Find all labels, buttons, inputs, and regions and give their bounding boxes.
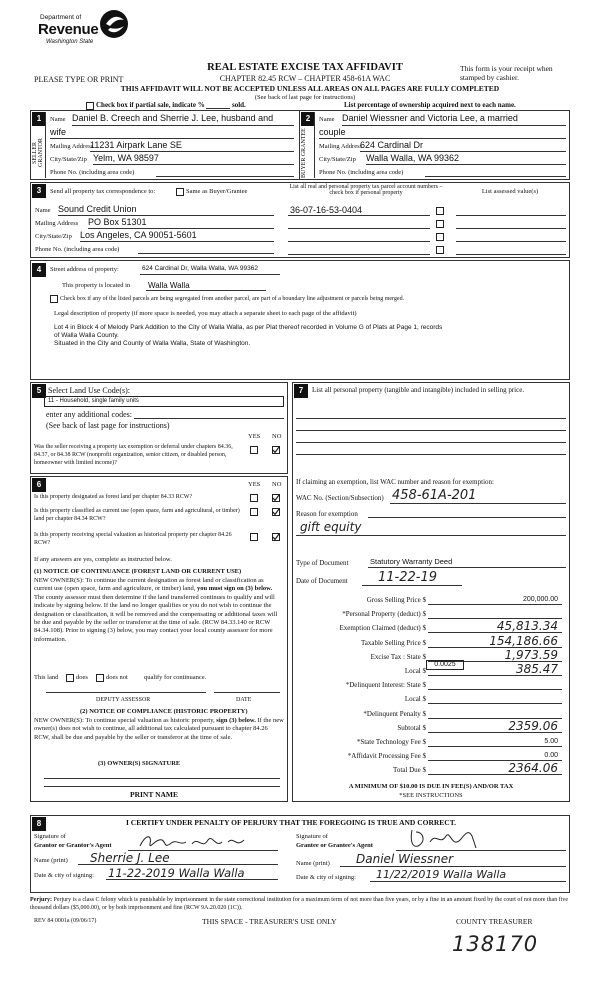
sold-label: sold.	[232, 101, 246, 109]
street-address-line	[140, 274, 280, 275]
section-6-badge: 6	[32, 478, 46, 492]
partial-sale-percent-line[interactable]	[206, 108, 230, 109]
please-type: PLEASE TYPE OR PRINT	[34, 75, 124, 84]
section-4-frame	[30, 260, 570, 380]
tax-row-label: Total Due $	[393, 766, 426, 775]
wac-number[interactable]: 458-61A-201	[392, 488, 477, 503]
legal-description-2[interactable]: of Walla Walla County.	[54, 332, 119, 339]
historic-yes-checkbox[interactable]	[250, 533, 258, 541]
assessed-line-1[interactable]	[456, 215, 566, 216]
seller-city[interactable]: Yelm, WA 98597	[93, 153, 159, 163]
wac-label: WAC No. (Section/Subsection)	[296, 494, 384, 502]
parcel-line-3	[288, 241, 430, 242]
current-use-yes-checkbox[interactable]	[250, 508, 258, 516]
partial-sale-checkbox[interactable]	[86, 102, 94, 110]
check-icon	[272, 446, 280, 454]
tax-row-label: Exemption Claimed (deduct) $	[339, 624, 426, 633]
tax-row-label: *Delinquent Penalty $	[363, 709, 426, 718]
land-does-label: does	[76, 674, 88, 681]
s3-phone-line[interactable]	[138, 253, 274, 254]
deputy-assessor-line[interactable]	[46, 692, 206, 693]
tax-row-line	[428, 746, 562, 747]
partial-sale-label: Check box if partial sale, indicate %	[96, 101, 205, 109]
owner-signature-line[interactable]	[44, 778, 280, 779]
buyer-city-line	[366, 164, 566, 165]
tax-row-line	[428, 689, 562, 690]
perjury-text: Perjury is a class C felony which is punishable by imprisonment in the state correctional institution for a maximum term of not more than five years, or by a fine in an amount fixed by the court of not more than five thousand dollars ($5,000.00), or by both imprisonment and fine (RCW 9A.20.020 (1C)).	[30, 897, 569, 911]
tax-row-label: *Delinquent Interest: State $	[345, 681, 426, 690]
buyer-city[interactable]: Walla Walla, WA 99362	[366, 153, 460, 163]
form-title: REAL ESTATE EXCISE TAX AFFIDAVIT	[207, 62, 403, 73]
notice-continuance-a: NEW OWNER(S): To continue the current designation as forest land or classification as current use (open space, farm and agriculture, or timber) land,	[34, 577, 264, 593]
print-name-label: PRINT NAME	[130, 790, 178, 799]
buyer-name-2[interactable]: couple	[319, 127, 346, 137]
s3-name-line	[58, 215, 274, 216]
parcel-header: List all real and personal property tax parcel account numbers – check box if personal property	[289, 184, 443, 196]
form-see-back: (See back of last page for instructions)	[254, 94, 356, 101]
grantor-signature-icon[interactable]	[136, 832, 266, 852]
minimum-due-note: A MINIMUM OF $10.00 IS DUE IN FEE(S) AND/OR TAX	[348, 783, 514, 790]
parcel-number[interactable]: 36-07-16-53-0404	[290, 205, 363, 215]
tax-row-value[interactable]: 154,186.66	[489, 633, 558, 648]
tax-row-line	[428, 675, 562, 676]
dor-logo	[34, 6, 134, 50]
tax-row-label: *Personal Property (deduct) $	[342, 610, 426, 619]
local-rate-box[interactable]	[426, 660, 464, 670]
grantee-name[interactable]: Daniel Wiessner	[356, 852, 454, 866]
forest-no-checkbox[interactable]	[272, 494, 280, 502]
grantee-signature-icon[interactable]	[406, 826, 496, 852]
section-7-badge: 7	[294, 384, 308, 398]
tax-row-line	[428, 774, 562, 775]
document-date-line	[362, 585, 462, 586]
buyer-side-divider	[314, 112, 315, 178]
personal-property-line-3[interactable]	[296, 442, 566, 443]
personal-property-checkbox-2[interactable]	[436, 220, 444, 228]
grantor-name[interactable]: Sherrie J. Lee	[90, 851, 170, 865]
personal-property-line-1[interactable]	[296, 418, 566, 419]
buyer-side-label: BUYER GRANTEE	[301, 128, 307, 178]
section-4-badge: 4	[32, 263, 46, 277]
notice-compliance-title: (2) NOTICE OF COMPLIANCE (HISTORIC PROPERTY)	[80, 708, 248, 715]
buyer-address[interactable]: 624 Cardinal Dr	[360, 140, 424, 150]
s3-address-line	[88, 228, 274, 229]
tax-row-value[interactable]: 2359.06	[508, 718, 558, 733]
seller-side-label: SELLER GRANTOR	[32, 138, 44, 168]
certify-statement: I CERTIFY UNDER PENALTY OF PERJURY THAT THE FOREGOING IS TRUE AND CORRECT.	[126, 818, 457, 827]
tax-row-value[interactable]: 2364.06	[508, 761, 558, 776]
tax-row-value[interactable]: 1,973.59	[504, 647, 558, 662]
personal-property-checkbox-1[interactable]	[436, 207, 444, 215]
legal-description-3[interactable]: Situated in the City and County of Walla Walla, State of Washington.	[54, 340, 251, 347]
historic-no-checkbox[interactable]	[272, 533, 280, 541]
tax-row-line	[428, 703, 562, 704]
logo-department: Department of	[40, 14, 82, 21]
additional-codes-line[interactable]	[134, 418, 284, 419]
grantee-name-label: Name (print)	[296, 860, 330, 867]
exemption-reason[interactable]: gift equity	[300, 520, 362, 534]
section-5-badge: 5	[32, 384, 46, 398]
land-use-code: 11 - Household, single family units	[48, 398, 139, 404]
treasurer-use-only: THIS SPACE - TREASURER'S USE ONLY	[202, 917, 337, 926]
segregated-label: Check box if any of the listed parcels are being segregated from another parcel, are part of a boundary line adjustment or parcels being merged.	[60, 296, 405, 302]
section-3-badge: 3	[32, 184, 46, 198]
assessed-line-4[interactable]	[456, 254, 566, 255]
stamp-number: 138170	[452, 932, 539, 956]
personal-property-line-2[interactable]	[296, 430, 566, 431]
land-does-not-label: does not	[106, 674, 128, 681]
document-type[interactable]: Statutory Warranty Deed	[370, 557, 453, 566]
document-date-label: Date of Document	[296, 577, 348, 585]
buyer-address-label: Mailing Address	[319, 143, 363, 150]
additional-codes-label: enter any additional codes:	[46, 410, 132, 419]
seller-city-label: City/State/Zip	[50, 156, 87, 163]
legal-description-1[interactable]: Lot 4 in Block 4 of Melody Park Addition to the City of Walla Walla, as per Plat thereof recorded in Volume G of Plats at Page 1, records	[54, 324, 443, 331]
land-does-not-checkbox[interactable]	[96, 674, 104, 682]
seller-city-line	[93, 164, 294, 165]
buyer-address-line	[360, 151, 566, 152]
section-8-badge: 8	[32, 817, 46, 831]
print-name-line[interactable]	[44, 786, 280, 787]
local-rate: 0.0025	[434, 661, 456, 668]
tax-row-label: Taxable Selling Price $	[360, 638, 426, 647]
buyer-city-label: City/State/Zip	[319, 156, 356, 163]
see-instructions-note: *SEE INSTRUCTIONS	[399, 792, 463, 799]
buyer-phone-label: Phone No. (including area code)	[319, 169, 404, 176]
tax-row-label: Gross Selling Price $	[366, 596, 426, 604]
reason-line-2	[296, 535, 566, 536]
grantor-sig-label-2: Grantor or Grantor's Agent	[34, 842, 112, 849]
tax-row-value[interactable]: 5.00	[544, 738, 558, 745]
street-address-label: Street address of property:	[50, 266, 119, 273]
tax-row-value[interactable]: 200,000.00	[522, 596, 558, 603]
notice-compliance-b: sign (3) below.	[216, 717, 256, 724]
buyer-name-label: Name	[319, 116, 335, 123]
land-use-select[interactable]	[44, 396, 284, 407]
document-date[interactable]: 11-22-19	[378, 570, 438, 585]
historic-question: Is this property receiving special valuation as historical property per chapter 84.26 RCW?	[34, 532, 232, 546]
logo-revenue: Revenue	[38, 21, 99, 38]
seller-name-line-2	[50, 138, 294, 139]
located-in[interactable]: Walla Walla	[148, 281, 190, 290]
s3-city-label: City/State/Zip	[35, 233, 72, 240]
form-chapter: CHAPTER 82.45 RCW – CHAPTER 458-61A WAC	[219, 74, 391, 83]
if-yes-instruction: If any answers are yes, complete as instructed below.	[34, 556, 172, 563]
notice-compliance-c: If the new owner(s) does not wish to continue, all additional tax calculated pursuant to chapter 84.26 RCW, shall be due and payable by the seller or transferor at the time of sale.	[34, 717, 284, 741]
seller-name-line	[72, 125, 294, 126]
grantee-date-label: Date & city of signing:	[296, 874, 356, 881]
s3-name-label: Name	[35, 207, 51, 214]
legal-description-label: Legal description of property (if more space is needed, you may attach a separate sheet to each page of the affidavit)	[54, 310, 357, 317]
qualify-label: qualify for continuance.	[144, 674, 207, 681]
seller-address-line	[90, 151, 294, 152]
tax-row-value[interactable]: 385.47	[516, 662, 558, 676]
street-address[interactable]: 624 Cardinal Dr, Walla Walla, WA 99362	[142, 265, 258, 272]
current-use-question: Is this property classified as current use (open space, farm and agricultural, or timber) land per chapter 84.34 RCW?	[34, 508, 240, 522]
grantee-name-line	[340, 866, 566, 867]
buyer-phone-line[interactable]	[425, 176, 566, 177]
claiming-exemption-label: If claiming an exemption, list WAC number and reason for exemption:	[296, 478, 494, 486]
grantor-sig-label-1: Signature of	[34, 833, 66, 840]
grantee-date-line	[370, 881, 566, 882]
tax-row-value[interactable]: 45,813.34	[496, 619, 558, 634]
notice-continuance-c: The county assessor must then determine if the land transferred continues to qualify and will indicate by signing below. If the land no longer qualifies or you do not wish to continue the designation or classification, it will be removed and the compensating or additional taxes will be due and payable by the seller or transferor at the time of sale. (RCW 84.33.140 or RCW 84.34.108). Prior to signing (3) below, you may contact your local county assessor for more information.	[34, 593, 278, 643]
forest-yes-checkbox[interactable]	[250, 494, 258, 502]
tax-row-label: Local $	[404, 695, 426, 704]
s3-name[interactable]: Sound Credit Union	[58, 204, 137, 214]
land-does-checkbox[interactable]	[66, 674, 74, 682]
assessor-date-line[interactable]	[214, 692, 280, 693]
s3-city[interactable]: Los Angeles, CA 90051-5601	[80, 230, 197, 240]
personal-property-checkbox-3[interactable]	[436, 233, 444, 241]
grantee-date[interactable]: 11/22/2019 Walla Walla	[376, 868, 507, 881]
owner-signature-title: (3) OWNER(S) SIGNATURE	[98, 760, 181, 767]
s6-no-header: NO	[272, 481, 282, 488]
current-use-no-checkbox[interactable]	[272, 508, 280, 516]
perjury-title: Perjury:	[30, 897, 52, 903]
s3-phone-label: Phone No. (including area code)	[35, 246, 120, 253]
document-type-label: Type of Document	[296, 559, 349, 567]
grantee-signature-line	[396, 850, 566, 851]
document-type-line	[368, 567, 566, 568]
located-in-line	[146, 290, 266, 291]
this-land-label: This land	[34, 674, 59, 681]
assessed-line-3[interactable]	[456, 241, 566, 242]
section-2-badge: 2	[301, 112, 315, 126]
grantor-date-line	[106, 879, 278, 880]
grantee-sig-label-2: Grantee or Grantee's Agent	[296, 842, 373, 849]
parcel-line-2	[288, 228, 430, 229]
tax-row-value[interactable]: 0.00	[544, 752, 558, 760]
tax-row-line	[428, 732, 562, 733]
grantor-name-line	[78, 864, 278, 865]
list-percentage-label: List percentage of ownership acquired next to each name.	[344, 101, 516, 109]
receipt-note: This form is your receipt when stamped by cashier.	[460, 64, 553, 82]
located-in-label: This property is located in	[62, 282, 131, 289]
notice-compliance-body	[34, 717, 284, 742]
notice-continuance-b: you must sign on (3) below.	[196, 585, 273, 593]
seller-name-2[interactable]: wife	[50, 127, 67, 137]
parcel-line-4	[288, 254, 430, 255]
section-1-badge: 1	[32, 112, 46, 126]
s3-city-line	[80, 241, 274, 242]
seller-address-label: Mailing Address	[50, 143, 94, 150]
seller-address[interactable]: 11231 Airpark Lane SE	[90, 140, 182, 150]
seller-name-label: Name	[50, 116, 66, 123]
logo-swoosh-icon	[98, 8, 130, 40]
tax-row-label: *State Technology Fee $	[356, 738, 426, 746]
assessed-line-2[interactable]	[456, 228, 566, 229]
parcel-line-1	[288, 215, 430, 216]
s3-address-label: Mailing Address	[35, 220, 79, 227]
personal-property-label: List all personal property (tangible and intangible) included in selling price.	[312, 386, 525, 394]
grantor-name-label: Name (print)	[34, 857, 68, 864]
grantor-date[interactable]: 11-22-2019 Walla Walla	[108, 866, 245, 880]
personal-property-line-4[interactable]	[296, 454, 566, 455]
s6-yes-header: YES	[248, 481, 261, 488]
buyer-name-line	[342, 125, 566, 126]
forest-land-question: Is this property designated as forest land per chapter 84.33 RCW?	[34, 494, 193, 500]
tax-row-line	[428, 604, 562, 605]
same-as-buyer-checkbox[interactable]	[176, 188, 184, 196]
seller-side-divider	[45, 112, 46, 178]
s3-address[interactable]: PO Box 51301	[88, 217, 147, 227]
exemption-question: Was the seller receiving a property tax exemption or deferral under chapters 84.36, 84.37, or 84.38 RCW (nonprofit organization, senior citizen, or disabled person, homeowner with limited income)?	[34, 444, 233, 466]
exemption-yes-checkbox[interactable]	[250, 446, 258, 454]
tax-row-label: Excise Tax : State $	[370, 652, 426, 661]
notice-compliance-a: NEW OWNER(S): To continue special valuation as historic property,	[34, 717, 215, 724]
tax-row-label: Local $	[404, 667, 426, 675]
grantor-date-label: Date & city of signing:	[34, 872, 94, 879]
seller-phone-label: Phone No. (including area code)	[50, 169, 135, 176]
deputy-assessor-label: DEPUTY ASSESSOR	[96, 697, 151, 703]
segregated-checkbox[interactable]	[50, 295, 58, 303]
buyer-name[interactable]: Daniel Wiessner and Victoria Lee, a married	[342, 113, 518, 123]
notice-continuance-title: (1) NOTICE OF CONTINUANCE (FOREST LAND OR CURRENT USE)	[34, 568, 242, 575]
s5-yes-header: YES	[248, 433, 261, 440]
exemption-no-checkbox[interactable]	[272, 446, 280, 454]
assessed-header: List assessed value(s)	[481, 188, 539, 195]
tax-row-label: *Affidavit Processing Fee $	[347, 752, 426, 761]
send-correspondence-label: Send all property tax correspondence to:	[50, 188, 156, 195]
reason-line-1	[368, 517, 566, 518]
assessor-date-label: DATE	[236, 697, 252, 703]
land-use-label: Select Land Use Code(s):	[48, 386, 130, 395]
seller-name[interactable]: Daniel B. Creech and Sherrie J. Lee, husband and	[72, 113, 274, 123]
reason-label: Reason for exemption	[296, 510, 358, 518]
tax-row-label: Subtotal $	[397, 723, 426, 732]
buyer-name-line-2	[319, 138, 566, 139]
county-treasurer: COUNTY TREASURER	[456, 917, 533, 926]
personal-property-checkbox-4[interactable]	[436, 246, 444, 254]
check-icon	[272, 508, 280, 516]
same-as-buyer-label: Same as Buyer/Grantee	[186, 188, 248, 195]
perjury-notice	[30, 897, 570, 912]
wac-line	[390, 503, 566, 504]
seller-phone-line[interactable]	[156, 176, 294, 177]
parties-divider	[299, 110, 300, 180]
check-icon	[272, 533, 280, 541]
form-warning: THIS AFFIDAVIT WILL NOT BE ACCEPTED UNLESS ALL AREAS ON ALL PAGES ARE FULLY COMPLETED	[120, 84, 500, 93]
notice-continuance-body	[34, 577, 282, 644]
grantee-sig-label-1: Signature of	[296, 833, 328, 840]
s5-no-header: NO	[272, 433, 282, 440]
check-icon	[272, 494, 280, 502]
form-revision: REV 84 0001a (09/06/17)	[34, 918, 97, 924]
s5-see-back: (See back of last page for instructions)	[46, 421, 170, 430]
logo-state: Washington State	[46, 39, 94, 45]
